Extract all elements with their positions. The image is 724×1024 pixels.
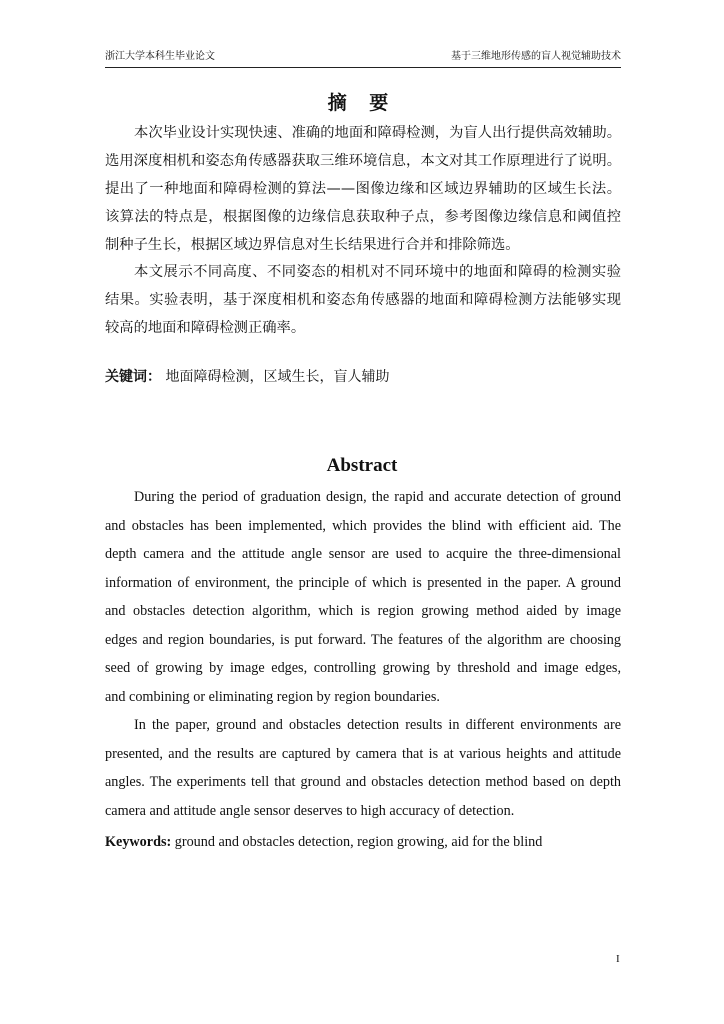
text-line: 较高的地面和障碍检测正确率。 <box>105 320 306 337</box>
text-line: camera and attitude angle sensor deserves to high accuracy of detection. <box>105 802 515 819</box>
abstract-en-title: Abstract <box>326 455 398 476</box>
text-line: 结果。实验表明，基于深度相机和姿态角传感器的地面和障碍检测方法能够实现 <box>105 292 621 309</box>
text-line: angles. The experiments tell that ground and obstacles detection method based on depth <box>105 774 621 790</box>
page-number: I <box>616 953 620 965</box>
text-line: and obstacles has been implemented, which provides the blind with efficient aid. The <box>105 517 621 534</box>
text-line: and obstacles detection algorithm, which is region growing method aided by image <box>105 603 621 619</box>
text-line: presented, and the results are captured by camera that is at various heights and attitude <box>105 745 621 762</box>
text-line: and combining or eliminating region by region boundaries. <box>105 688 440 705</box>
header-left: 浙江大学本科生毕业论文 <box>105 51 215 62</box>
keywords-en-text: ground and obstacles detection, region growing, aid for the blind <box>174 834 543 850</box>
keywords-en <box>105 832 542 852</box>
text-line: 本文展示不同高度、不同姿态的相机对不同环境中的地面和障碍的检测实验 <box>134 264 621 281</box>
text-line: 选用深度相机和姿态角传感器获取三维环境信息，本文对其工作原理进行了说明。 <box>105 152 621 169</box>
keywords-en-label: Keywords: <box>105 834 172 850</box>
abstract-en-body <box>105 483 621 825</box>
keywords-cn-label: 关键词： <box>105 369 161 385</box>
text-line: information of environment, the principle of which is presented in the paper. A ground <box>105 574 621 591</box>
text-line: depth camera and the attitude angle sensor are used to acquire the three-dimensional <box>105 546 621 562</box>
text-line: 该算法的特点是，根据图像的边缘信息获取种子点，参考图像边缘信息和阈值控 <box>105 208 621 225</box>
text-line: 制种子生长，根据区域边界信息对生长结果进行合并和排除筛选。 <box>105 236 520 253</box>
running-header <box>105 50 621 68</box>
text-line: During the period of graduation design, the rapid and accurate detection of ground <box>134 489 621 505</box>
text-line: 提出了一种地面和障碍检测的算法——图像边缘和区域边界辅助的区域生长法。 <box>105 180 621 197</box>
abstract-cn-body <box>105 120 621 343</box>
text-line: edges and region boundaries, is put forward. The features of the algorithm are choosing <box>105 631 621 648</box>
keywords-cn-text: 地面障碍检测，区域生长，盲人辅助 <box>165 369 390 385</box>
text-line: In the paper, ground and obstacles detection results in different environments are <box>134 717 621 733</box>
text-line: seed of growing by image edges, controlling growing by threshold and image edges, <box>105 660 621 676</box>
header-right: 基于三维地形传感的盲人视觉辅助技术 <box>451 51 621 62</box>
text-line: 本次毕业设计实现快速、准确的地面和障碍检测，为盲人出行提供高效辅助。 <box>134 125 621 141</box>
abstract-cn-title: 摘 要 <box>327 92 397 114</box>
keywords-cn <box>105 366 389 388</box>
